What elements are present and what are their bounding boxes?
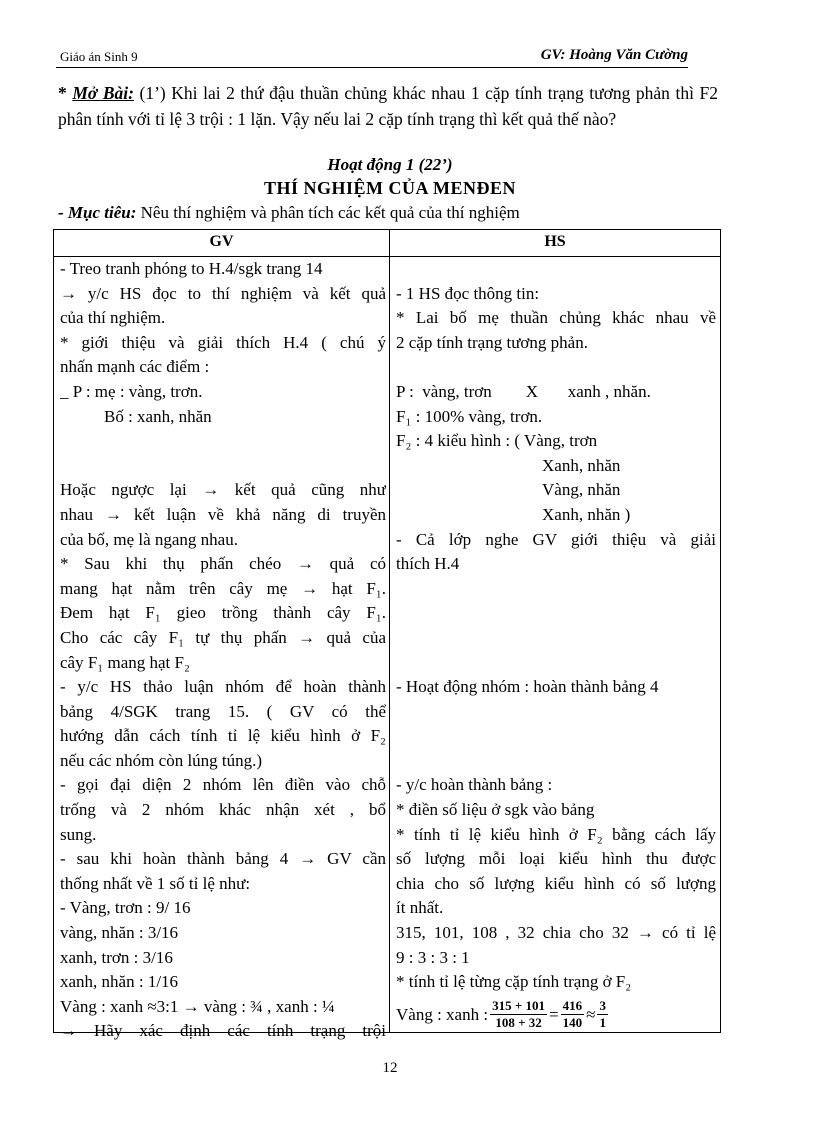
hs-line xyxy=(396,651,716,676)
intro-text: (1’) Khi lai 2 thứ đậu thuần chủng khác nhau 1 cặp tính trạng tương phản thì F2 phân tính với tỉ lệ 3 trội : 1 lặn. Vậy nếu lai 2 cặp tính trạng thì kết quả thế nào? xyxy=(58,83,718,129)
hs-line: * tính tỉ lệ kiểu hình ở F₂ bằng cách lấy xyxy=(396,824,716,844)
formula-approx: ≈ xyxy=(586,1004,596,1024)
fraction-3 xyxy=(597,998,608,1031)
page-number: 12 xyxy=(382,1060,398,1076)
hs-line xyxy=(396,700,716,725)
header-subject: Giáo án Sinh 9 xyxy=(60,49,138,64)
fraction-1 xyxy=(490,998,547,1031)
fraction-1-numerator: 315 + 101 xyxy=(492,998,545,1014)
hs-line xyxy=(396,724,716,749)
gv-line: trống và 2 nhóm khác nhận xét , bổ xyxy=(60,800,386,820)
intro-label: Mở Bài: xyxy=(72,83,134,103)
activity-title: Hoạt động 1 (22’) xyxy=(327,155,453,174)
gv-line: - y/c HS thảo luận nhóm để hoàn thành xyxy=(60,677,386,697)
hs-line: ít nhất. xyxy=(396,898,444,918)
hs-line: F₂ : 4 kiểu hình : ( Vàng, trơn xyxy=(396,431,598,451)
header-rule xyxy=(56,67,688,68)
formula-equals: = xyxy=(549,1004,559,1024)
hs-line: * Lai bố mẹ thuần chủng khác nhau về xyxy=(396,308,716,328)
objective-text: Nêu thí nghiệm và phân tích các kết quả của thí nghiệm xyxy=(136,203,520,222)
objective xyxy=(58,203,520,223)
gv-line: → Hãy xác định các tính trạng trội xyxy=(60,1021,386,1041)
hs-line: * điền số liệu ở sgk vào bảng xyxy=(396,800,595,820)
hs-line: - 1 HS đọc thông tin: xyxy=(396,283,540,303)
gv-line: Cho các cây F₁ tự thụ phấn → quả của xyxy=(60,627,386,647)
hs-line: - Cả lớp nghe GV giới thiệu và giải xyxy=(396,529,716,549)
gv-line: xanh, trơn : 3/16 xyxy=(60,947,173,967)
hs-column xyxy=(396,257,716,1035)
gv-line xyxy=(60,454,386,479)
objective-label: - Mục tiêu: xyxy=(58,203,137,222)
intro-star: * xyxy=(58,83,67,103)
hs-line: chia cho số lượng kiểu hình có số lượng xyxy=(396,873,716,893)
fraction-3-numerator: 3 xyxy=(599,998,606,1014)
gv-line: nhau → kết luận về khả năng di truyền xyxy=(60,504,386,524)
gv-line: sung. xyxy=(60,824,97,844)
hs-line: số lượng mỗi loại kiểu hình thu được xyxy=(396,849,716,869)
hs-line: Xanh, nhăn ) xyxy=(542,504,631,524)
hs-line xyxy=(396,577,716,602)
gv-line: nhấn mạnh các điểm : xyxy=(60,357,210,377)
header-teacher: GV: Hoàng Văn Cường xyxy=(540,47,688,63)
hs-line: Xanh, nhăn xyxy=(542,455,621,475)
hs-line xyxy=(396,749,716,774)
hs-line: - y/c hoàn thành bảng : xyxy=(396,775,553,795)
hs-line: 2 cặp tính trạng tương phản. xyxy=(396,332,588,352)
gv-line: thống nhất về 1 số tỉ lệ như: xyxy=(60,873,251,893)
hs-line: Vàng, nhăn xyxy=(542,480,621,500)
hs-line: F₁ : 100% vàng, trơn. xyxy=(396,406,543,426)
hs-line: thích H.4 xyxy=(396,554,460,574)
hs-line: 315, 101, 108 , 32 chia cho 32 → có tỉ lệ xyxy=(396,923,716,943)
hs-line xyxy=(396,626,716,651)
hs-line: P : vàng, trơn X xanh , nhăn. xyxy=(396,381,651,401)
hs-line: - Hoạt động nhóm : hoàn thành bảng 4 xyxy=(396,677,659,697)
gv-line: * Sau khi thụ phấn chéo → quả có xyxy=(60,554,386,574)
hs-line: * tính tỉ lệ từng cặp tính trạng ở F₂ xyxy=(396,972,632,992)
gv-line: vàng, nhăn : 3/16 xyxy=(60,923,179,943)
gv-line: Đem hạt F₁ gieo trồng thành cây F₁. xyxy=(60,603,386,623)
intro-paragraph xyxy=(58,80,718,132)
column-header-gv: GV xyxy=(209,233,234,250)
gv-line: mang hạt nằm trên cây mẹ → hạt F₁. xyxy=(60,578,386,598)
fraction-2-denominator: 140 xyxy=(562,1015,583,1031)
gv-line: - gọi đại diện 2 nhóm lên điền vào chỗ xyxy=(60,775,386,795)
page-header xyxy=(56,46,688,68)
gv-line: _ P : mẹ : vàng, trơn. xyxy=(60,381,203,401)
gv-line: - Treo tranh phóng to H.4/sgk trang 14 xyxy=(60,259,323,278)
gv-line: cây F₁ mang hạt F₂ xyxy=(60,652,190,672)
gv-line: - Vàng, trơn : 9/ 16 xyxy=(60,898,191,918)
column-divider xyxy=(389,230,390,1032)
gv-line: → y/c HS đọc to thí nghiệm và kết quả xyxy=(60,283,386,303)
gv-line: hướng dẫn cách tính tỉ lệ kiểu hình ở F₂ xyxy=(60,726,386,746)
gv-line: của bố, mẹ là ngang nhau. xyxy=(60,529,238,549)
ratio-formula xyxy=(396,995,716,1035)
gv-line: Vàng : xanh ≈3:1 → vàng : ¾ , xanh : ¼ xyxy=(60,996,335,1016)
fraction-2 xyxy=(561,998,585,1031)
gv-line: * giới thiệu và giải thích H.4 ( chú ý xyxy=(60,332,386,352)
gv-line: xanh, nhăn : 1/16 xyxy=(60,972,179,992)
hs-line xyxy=(396,257,716,282)
hs-line xyxy=(396,355,716,380)
gv-line: Hoặc ngược lại → kết quả cũng như xyxy=(60,480,386,500)
lesson-table xyxy=(53,229,721,1041)
gv-column xyxy=(60,257,386,1044)
hs-line: 9 : 3 : 3 : 1 xyxy=(396,947,470,967)
formula-prefix: Vàng : xanh : xyxy=(396,1004,489,1024)
column-header-hs: HS xyxy=(544,233,566,250)
hs-line xyxy=(396,601,716,626)
fraction-3-denominator: 1 xyxy=(599,1015,606,1031)
gv-line: của thí nghiệm. xyxy=(60,308,166,328)
fraction-1-denominator: 108 + 32 xyxy=(495,1015,542,1031)
gv-line: bảng 4/SGK trang 15. ( GV có thể xyxy=(60,701,386,721)
gv-line: Bố : xanh, nhăn xyxy=(104,406,212,426)
fraction-2-numerator: 416 xyxy=(562,998,583,1014)
gv-line: nếu các nhóm còn lúng túng.) xyxy=(60,750,263,770)
activity-heading: THÍ NGHIỆM CỦA MENĐEN xyxy=(263,178,516,198)
gv-line: - sau khi hoàn thành bảng 4 → GV cần xyxy=(60,849,386,869)
gv-line xyxy=(60,429,386,454)
